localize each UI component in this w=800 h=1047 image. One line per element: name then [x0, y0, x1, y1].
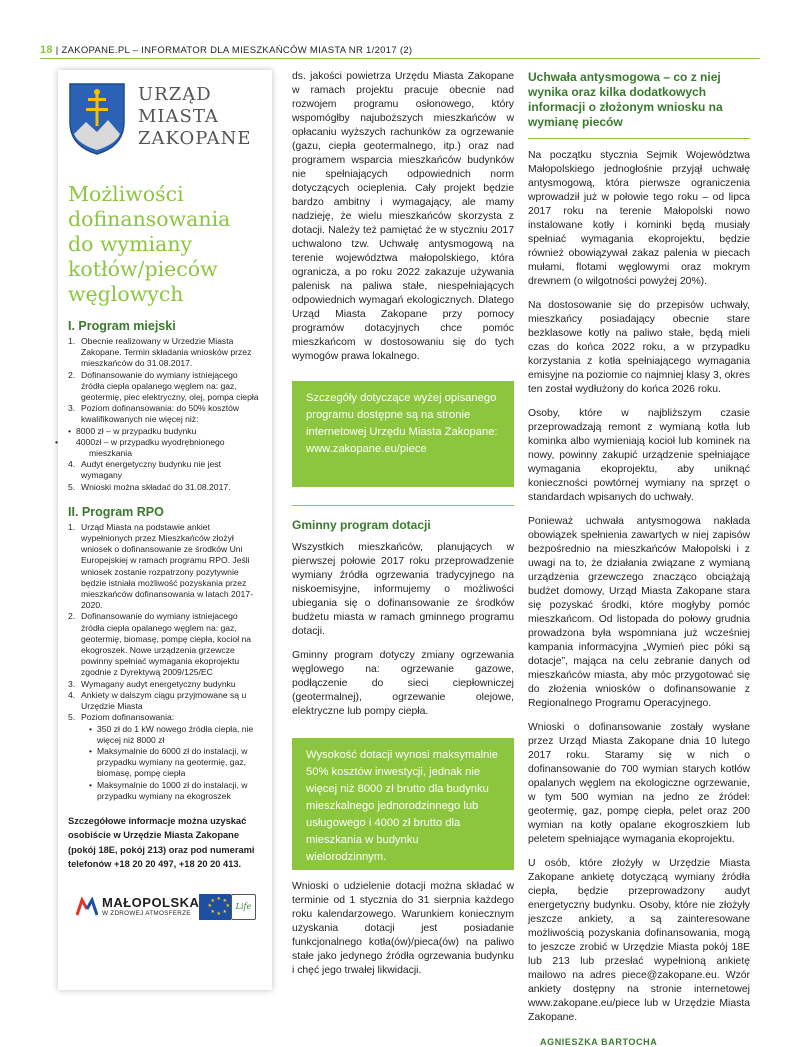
malopolska-tagline: W ZDROWEJ ATMOSFERZE: [102, 910, 191, 918]
page-header: [40, 44, 412, 56]
info-box-subsidy: Wysokość dotacji wynosi maksymalnie 50% kosztów inwestycji, jednak nie więcej niż 8000 zł brutto dla budynku mieszkalnego jednorodzinnego lub usługowego i 4000 zł brutto dla mieszkania w budynku wielorodzinnym.: [292, 738, 514, 870]
info-box-website: Szczegóły dotyczące wyżej opisanego programu dostępne są na stronie internetowej Urzędu Miasta Zakopane: www.zakopane.eu/piece: [292, 381, 514, 487]
zakopane-crest-icon: [68, 82, 126, 156]
list-item: 5. Wnioski można składać do 31.08.2017.: [68, 481, 231, 492]
program2-heading: II. Program RPO: [68, 504, 164, 519]
sidebar-contact-info: Szczegółowe informacje można uzyskać osobiście w Urzędzie Miasta Zakopane (pokój 18E, pokój 213) oraz pod numerami telefonów +18 20 20 497, +18 20 20 413.: [68, 815, 255, 870]
paragraph: Osoby, które w najbliższym czasie przeprowadzają remont z wymianą kotła lub kominka albo wymieniają kocioł lub kominek na nowy, powinny zakupić urządzenie spełniające wymagania ekoprojektu, aby uniknąć konieczności powtórnej wymiany na sprzęt o standardach wpisanych do uchwały.: [528, 408, 750, 503]
malopolska-name: MAŁOPOLSKA: [102, 895, 200, 911]
paragraph: Ponieważ uchwała antysmogowa nakłada obowiązek spełnienia zawartych w niej zapisów bezpośrednio na mieszkańców Małopolski i z uwagi na to, że działania związane z wymianą urządzenia grzewczego znacząco obciążają budżet domowy, Urząd Miasta Zakopane stara się pozyskać środki, które mogłyby pomóc mieszkańcom. Od listopada do połowy grudnia prowadzona była wspomniana już wcześniej kampania informacyjna „Wymień piec póki są dotacje”, mająca na celu zebranie danych od mieszkańców miasta, aby móc przygotować się do złożenia wniosków o dofinansowanie z Regionalnego Programu Operacyjnego.: [528, 516, 750, 709]
running-title: | ZAKOPANE.PL – INFORMATOR DLA MIESZKAŃCÓW MIASTA NR 1/2017 (2): [52, 45, 413, 56]
paragraph: ds. jakości powietrza Urzędu Miasta Zakopane w ramach projektu pracuje obecnie nad rozwojem programu osłonowego, który wspomógłby najuboższych mieszkańców w opłacaniu wyższych rachunków za ogrzewanie (gazu, ciepła geotermalnego, itp.) oraz nad programem wsparcia mieszkańców budynków nie spełniających odpowiednich norm dotyczących ocieplenia. Cały projekt będzie bardzo ambitny i wymagający, ale mamy nadzieję, że wielu mieszkańców skorzysta z dotacji. Należy też pamiętać że w styczniu 2017 uchwalono tzw. Uchwałę antysmogową na terenie województwa małopolskiego, która ogranicza, a po roku 2022 zakazuje używania palenisk na paliwa stałe, niespełniających odpowiednich wymagań ekologicznych. Dlatego Urząd Miasta Zakopane przy pomocy programów dotacyjnych chce pomóc mieszkańcom w dostosowaniu się do tych wymogów prawa lokalnego.: [292, 71, 514, 362]
bullet-item: • Maksymalnie do 6000 zł do instalacji, w przypadku wymiany na geotermię, gaz, biomasę, pompę ciepła: [89, 746, 262, 780]
section-heading-gminny: Gminny program dotacji: [292, 518, 431, 532]
city-hall-logo: [68, 78, 262, 170]
list-item: 3. Poziom dofinansowania: do 50% kosztów kwalifikowanych nie więcej niż: • 8000 zł – w przypadku budynku • 4000zł – w przypadku wyodrębnionego mieszkania: [68, 403, 262, 459]
list-item: 4. Audyt energetyczny budynku nie jest wymagany: [68, 459, 221, 481]
eu-flag-icon: ★ ★ ★ ★ ★ ★ ★ ★: [199, 894, 230, 920]
program1-heading: I. Program miejski: [68, 319, 176, 333]
malopolska-mark-icon: [76, 897, 98, 917]
list-item: 2. Dofinansowanie do wymiany istniejącego źródła ciepła opalanego węglem na: gaz, geotermię, piec elektryczny, olej, pompa ciepła: [68, 369, 259, 403]
paragraph: Na początku stycznia Sejmik Województwa Małopolskiego jednogłośnie przyjął uchwałę antysmogową, która pierwsze ograniczenia wprowadził już w połowie tego roku – od lipca 2017 roku na terenie Małopolski nowo instalowane kotły i kominki będą musiały spełniać wymagania ekoprojektu, będzie również obowiązywał zakaz palenia w piecach mułami, flotami węglowymi oraz mokrym drewnem (o wilgotności powyżej 20%).: [528, 150, 750, 287]
paragraph: Wnioski o udzielenie dotacji można składać w terminie od 1 stycznia do 31 sierpnia każdego roku kalendarzowego. Warunkiem koniecznym uzyskania dotacji jest posiadanie funkcjonalnego kotła(ów)/pieca(ów) na paliwo stałe jako jedynego źródła ogrzewania budynku i chęć jego trwałej likwidacji.: [292, 881, 514, 976]
bullet-item: • 4000zł – w przypadku wyodrębnionego mieszkania: [68, 437, 262, 459]
page-number: 18: [40, 44, 53, 56]
malopolska-logo: [76, 896, 199, 917]
article-author: AGNIESZKA BARTOCHA: [540, 1037, 658, 1047]
life-logo: Life: [231, 894, 256, 920]
bullet-item: • Maksymalnie do 1000 zł do instalacji, w przypadku wymiany na ekogroszek: [89, 780, 262, 802]
paragraph: Wszystkich mieszkańców, planujących w pierwszej połowie 2017 roku przeprowadzenie wymiany źródła ogrzewania tradycyjnego na niskoemisyjne, informujemy o możliwości ubiegania się o dofinansowanie ze środków budżetu miasta w ramach gminnego programu dotacji.: [292, 542, 514, 637]
paragraph: Na dostosowanie się do przepisów uchwały, mieszkańcy posiadający obecnie stare bezklasowe kotły na paliwo stałe, będą mieli czas do końca 2022 roku, a w przypadku korzystania z kotła spełniającego wymagania emisyjne na poziomie co najmniej klasy 3, okres ten został wydłużony do końca 2026 roku.: [528, 300, 750, 395]
article-column-middle: [292, 70, 514, 978]
section-divider: [292, 505, 514, 506]
program2-list: [68, 522, 262, 802]
list-item: 3. Wymagany audyt energetyczny budynku: [68, 678, 236, 689]
list-item: 1. Obecnie realizowany w Urzedzie Miasta Zakopane. Termin składania wniosków przez mieszkańców do 31.08.2017.: [68, 336, 252, 369]
sidebar-title: Możliwości dofinansowania do wymiany kotłów/pieców węglowych: [68, 182, 231, 306]
list-item: 4. Ankiety w dalszym ciągu przyjmowane są u Urzędzie Miasta: [68, 689, 247, 712]
logo-wordmark: URZĄD MIASTA ZAKOPANE: [138, 84, 252, 149]
bullet-item: • 8000 zł – w przypadku budynku: [68, 426, 262, 437]
list-item: 5. Poziom dofinansowania: • 350 zł do 1 kW nowego źródła ciepła, nie więcej niż 8000 zł • Maksymalnie do 6000 zł do instalacji, w przypadku wymiany na geotermię, gaz, biomasę, pompę ciepła • Maksymalnie do 1000 zł do instalacji, w przypadku wymiany na ekogroszek: [68, 712, 262, 802]
list-item: 1. Urząd Miasta na podstawie ankiet wypełnionych przez Mieszkańców złożył wniosek o dofinansowanie ze środków Uni Europejskiej w ramach programu RPO. Jeśli wniosek zostanie rozpatrzony pozytywnie będzie istniała możliwość pozyskania przez mieszkańców dofinansowania w latach 2017-2020.: [68, 521, 253, 611]
program1-list: [68, 336, 262, 493]
section-divider: [528, 138, 750, 139]
paragraph: U osób, które złożyły w Urzędzie Miasta Zakopane ankietę dotyczącą wymiany źródła ciepła, będzie przeprowadzony audyt energetyczny budynku. Osoby, które nie złożyły jeszcze ankiety, a są zainteresowane możliwością pozyskania dofinansowania, mogą to jeszcze zrobić w Urzędzie Miasta pokój 18E lub 213 lub przesłać wypełnioną ankietę mailowo na adres piece@zakopane.eu. Wzór ankiety dostępny na stronie internetowej www.zakopane.eu/piece lub w Urzędzie Miasta Zakopane.: [528, 858, 750, 1023]
sponsor-logos: [68, 894, 262, 920]
bullet-item: • 350 zł do 1 kW nowego źródła ciepła, nie więcej niż 8000 zł: [89, 724, 262, 746]
sidebar-panel: [58, 70, 272, 990]
list-item: 2. Dofinansowanie do wymiany istniejacego źródła ciepła opalanego węglem na: gaz, geotermię, biomasę, pompę ciepła, kocioł na ekogroszek. Nowe urządzenia grzewcze powinny spełniać wymagania ekoprojektu zgodnie z Dyrektywą 2009/125/EC: [68, 611, 252, 678]
article-column-right: [528, 70, 750, 1047]
section-heading-uchwala: Uchwała antysmogowa – co z niej wynika oraz kilka dodatkowych informacji o złożonym wniosku na wymianę pieców: [528, 70, 723, 129]
header-rule: [40, 58, 760, 59]
paragraph: Wnioski o dofinansowanie zostały wysłane przez Urząd Miasta Zakopane dnia 10 lutego 2017 roku. Staramy się w nich o dofinansowanie do 700 wymian starych kotłów opalanych węglem na ekologiczne ogrzewanie, w tym 500 wymian na jedno ze źródeł: geotermię, gaz, pompę ciepła, pelet oraz 200 wymian na kotły opalane ekogroszkiem lub peletem spełniające wymagania ekoprojektu.: [528, 722, 750, 845]
paragraph: Gminny program dotyczy zmiany ogrzewania węglowego na: ogrzewanie gazowe, podłączenie do sieci ciepłowniczej (geotermalnej), ogrzewanie olejowe, elektryczne lub pompy ciepła.: [292, 650, 514, 717]
